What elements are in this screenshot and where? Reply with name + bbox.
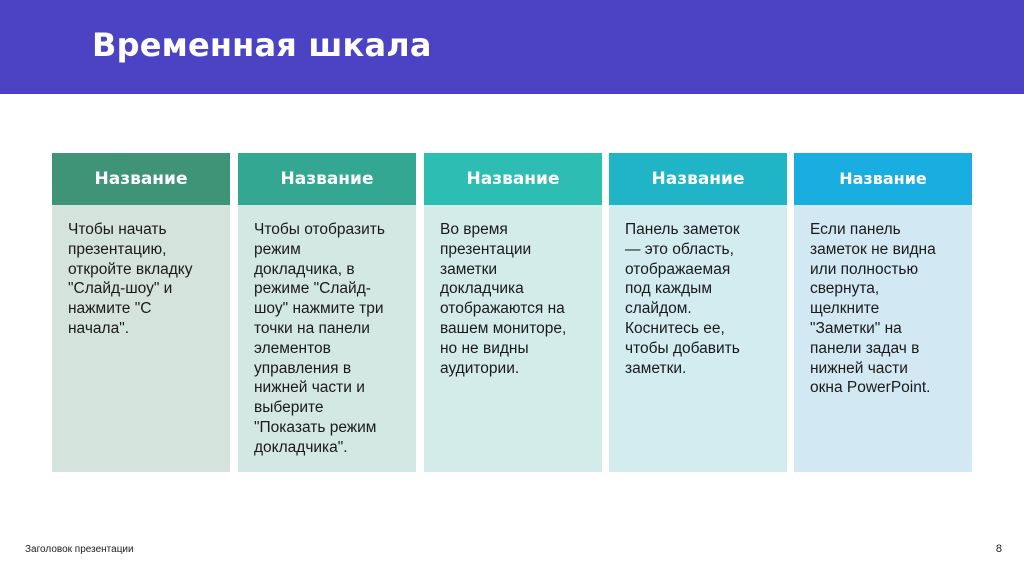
column-heading[interactable]: Название (52, 153, 230, 205)
text-line: Если панель (810, 221, 901, 238)
text-line: нажмите "С (68, 300, 152, 318)
timeline-column-1 (52, 153, 230, 472)
text-line: начала". (68, 319, 130, 337)
text-line: Чтобы отобразить (254, 221, 385, 238)
text-line: свернута, (810, 280, 880, 298)
column-text[interactable] (424, 205, 602, 472)
text-line: нижней части и (254, 379, 365, 397)
text-line: "Заметки" на (810, 319, 902, 337)
text-line: окна PowerPoint. (810, 379, 931, 397)
column-heading[interactable]: Название (794, 153, 972, 205)
slide-title[interactable]: Временная шкала (92, 26, 432, 64)
text-line: "Показать режим (254, 418, 377, 436)
text-line: докладчика, в (254, 260, 355, 278)
text-line: Коснитесь ее, (625, 319, 725, 337)
text-line: выберите (254, 399, 324, 417)
text-line: — это область, (625, 240, 734, 258)
text-line: управления в (254, 359, 352, 377)
text-line: заметки. (625, 359, 687, 377)
text-line: "Слайд-шоу" и (68, 280, 173, 298)
column-text[interactable] (609, 205, 787, 472)
text-line: панели задач в (810, 339, 920, 357)
timeline-column-3 (424, 153, 602, 472)
text-line: презентацию, (68, 240, 167, 258)
text-line: нижней части (810, 359, 908, 377)
text-line: докладчика". (254, 438, 348, 456)
timeline-column-4 (609, 153, 787, 472)
column-text[interactable] (52, 205, 230, 472)
text-line: презентации (440, 240, 532, 258)
text-line: Чтобы начать (68, 221, 167, 238)
timeline-table (52, 153, 972, 472)
column-heading[interactable]: Название (238, 153, 416, 205)
text-line: отображаемая (625, 260, 731, 278)
text-line: точки на панели (254, 319, 370, 337)
title-bar (0, 0, 1024, 94)
text-line: режиме "Слайд- (254, 280, 371, 298)
text-line: или полностью (810, 260, 919, 278)
text-line: откройте вкладку (68, 260, 193, 278)
column-heading[interactable]: Название (609, 153, 787, 205)
text-line: аудитории. (440, 359, 520, 377)
text-line: докладчика (440, 280, 524, 298)
text-line: под каждым (625, 280, 712, 298)
slide-number: 8 (995, 543, 1002, 555)
timeline-column-2 (238, 153, 416, 472)
text-line: элементов (254, 339, 331, 357)
column-text[interactable] (238, 205, 416, 472)
presentation-footer: Заголовок презентации (25, 544, 134, 555)
text-line: щелкните (810, 300, 880, 318)
text-line: шоу" нажмите три (254, 300, 384, 318)
timeline-column-5 (794, 153, 972, 472)
text-line: чтобы добавить (625, 339, 740, 357)
text-line: Во время (440, 221, 508, 238)
text-line: слайдом. (625, 300, 692, 318)
column-heading[interactable]: Название (424, 153, 602, 205)
text-line: отображаются на (440, 300, 565, 318)
text-line: режим (254, 240, 301, 258)
text-line: вашем мониторе, (440, 319, 567, 337)
text-line: но не видны (440, 339, 529, 357)
text-line: Панель заметок (625, 221, 740, 238)
text-line: заметки (440, 260, 498, 278)
text-line: заметок не видна (810, 240, 936, 258)
column-text[interactable] (794, 205, 972, 472)
